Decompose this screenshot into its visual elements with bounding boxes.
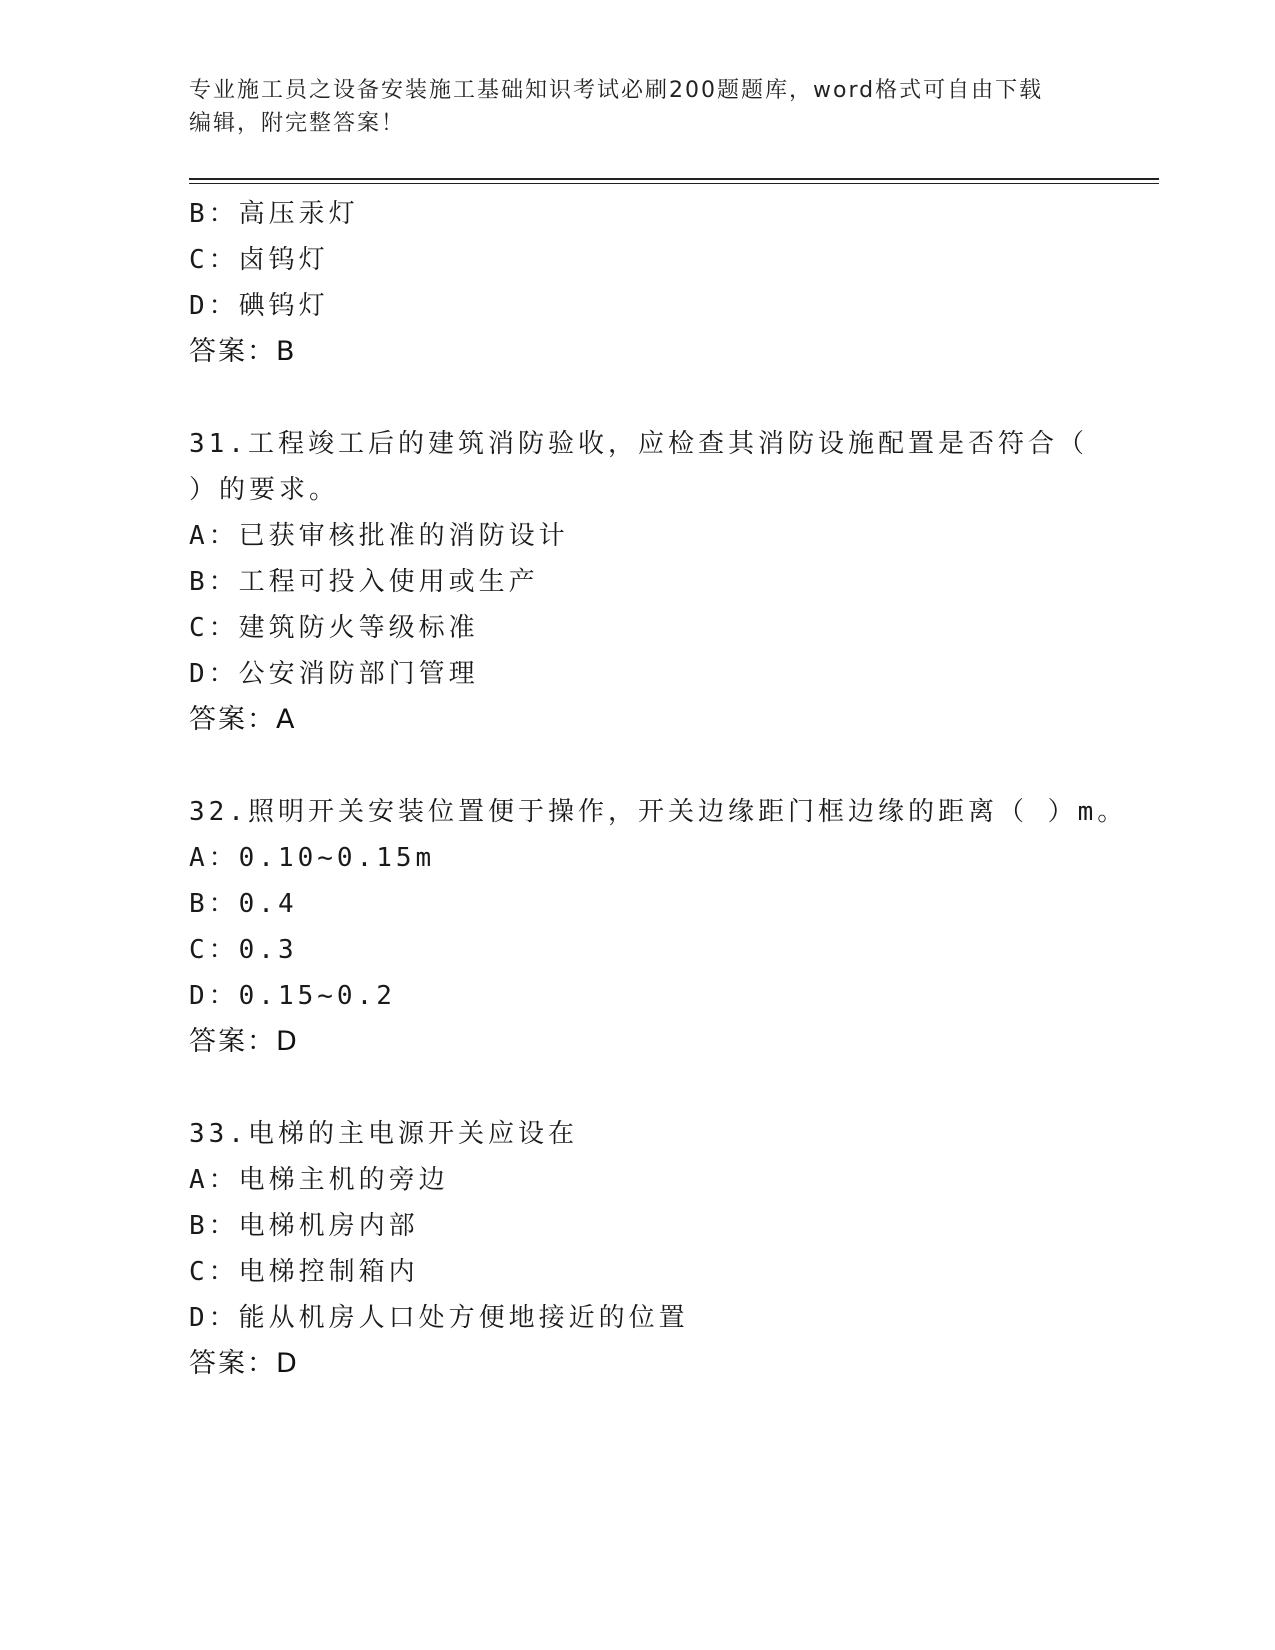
option-d: D：0.15~0.2	[189, 981, 396, 1011]
option-b: B：高压汞灯	[189, 199, 359, 229]
option-b: B：工程可投入使用或生产	[189, 567, 539, 597]
header-divider-thin	[189, 183, 1159, 184]
question-stem-line-1: 32.照明开关安装位置便于操作，开关边缘距门框边缘的距离（ ）m。	[189, 797, 1128, 827]
option-c: C：电梯控制箱内	[189, 1257, 419, 1287]
option-a: A：已获审核批准的消防设计	[189, 521, 569, 551]
spacer	[189, 1065, 1089, 1111]
answer-line: 答案：B	[189, 336, 297, 367]
option-c: C：建筑防火等级标准	[189, 613, 479, 643]
question-content	[189, 191, 1128, 1387]
spacer	[189, 743, 1089, 789]
option-a: A：电梯主机的旁边	[189, 1165, 449, 1195]
question-33	[189, 1111, 1089, 1387]
header-title-line-2: 编辑，附完整答案！	[189, 111, 406, 136]
question-31	[189, 421, 1089, 743]
question-stem-line-1: 31.工程竣工后的建筑消防验收，应检查其消防设施配置是否符合（	[189, 429, 1088, 459]
header-divider-thick	[189, 178, 1159, 180]
option-a: A：0.10~0.15m	[189, 843, 436, 873]
option-c: C：0.3	[189, 935, 298, 965]
option-d: D：能从机房人口处方便地接近的位置	[189, 1303, 689, 1333]
option-c: C：卤钨灯	[189, 245, 329, 275]
option-b: B：电梯机房内部	[189, 1211, 419, 1241]
question-stem-line-2: ）的要求。	[189, 475, 340, 505]
answer-line: 答案：A	[189, 704, 297, 735]
question-32	[189, 789, 1128, 1065]
header-title-line-1: 专业施工员之设备安装施工基础知识考试必刷200题题库，word格式可自由下载	[189, 78, 1044, 103]
option-d: D：碘钨灯	[189, 291, 329, 321]
question-stem-line-1: 33.电梯的主电源开关应设在	[189, 1119, 578, 1149]
option-b: B：0.4	[189, 889, 298, 919]
answer-line: 答案：D	[189, 1348, 299, 1379]
document-header	[189, 74, 1089, 140]
answer-line: 答案：D	[189, 1026, 299, 1057]
question-30-continuation	[189, 191, 1089, 375]
option-d: D：公安消防部门管理	[189, 659, 479, 689]
spacer	[189, 375, 1089, 421]
